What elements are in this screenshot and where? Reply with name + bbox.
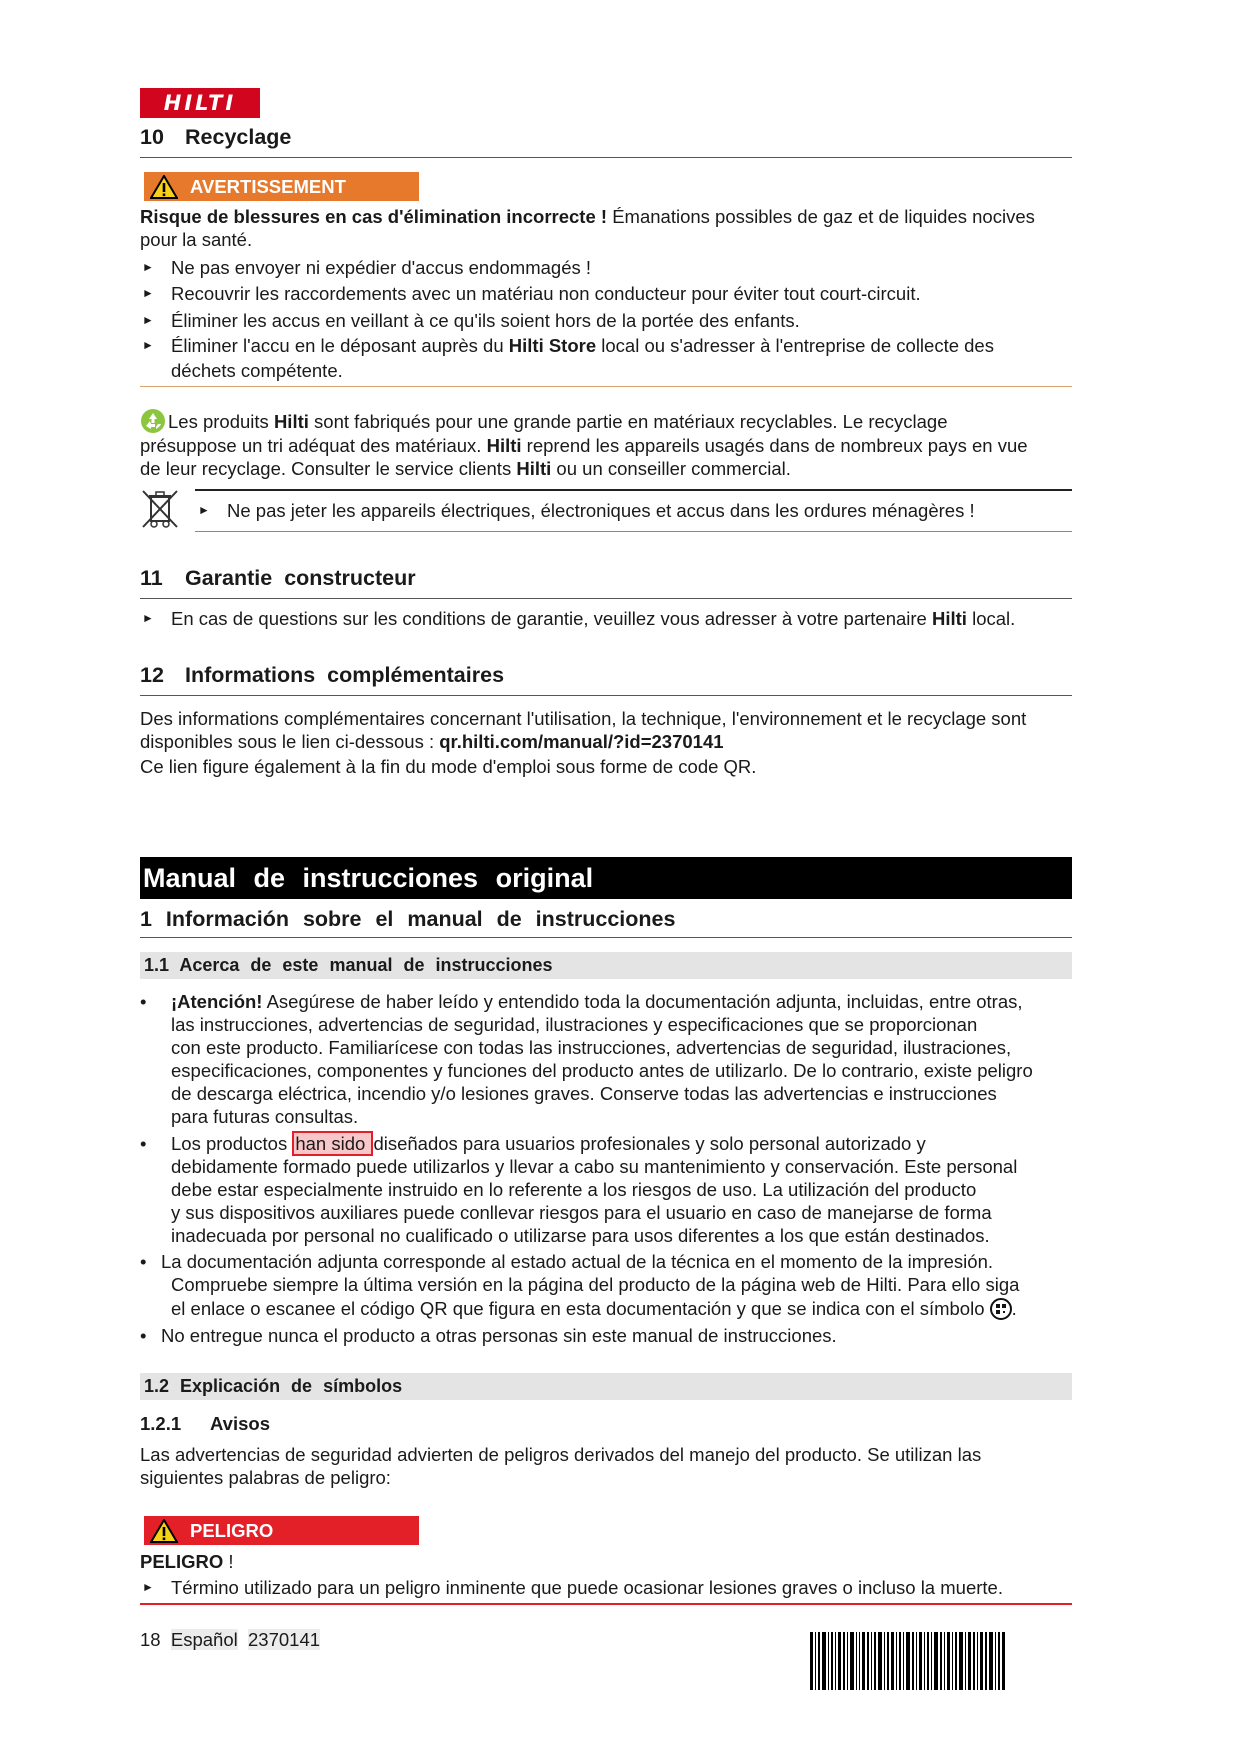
section-10-heading: 10 Recyclage: [140, 126, 1072, 158]
list-item-cont: Compruebe siempre la última versión en la página del producto de la página web de Hilti. Para ello siga: [171, 1274, 1020, 1295]
list-item-cont: debe estar especialmente instruido en lo referente a los riesgos de uso. La utilización del producto: [171, 1179, 977, 1200]
risk-text-line2: pour la santé.: [140, 229, 253, 250]
list-item: • La documentación adjunta corresponde al estado actual de la técnica en el momento de la impresión.: [140, 1251, 993, 1272]
crossed-bin-icon: [140, 488, 180, 530]
bullet-arrow-icon: ►: [142, 338, 154, 352]
weee-list-item: ► Ne pas jeter les appareils électriques, électroniques et accus dans les ordures ménagères !: [198, 500, 975, 521]
page-footer: 18 Español 2370141: [140, 1629, 321, 1650]
list-item-cont: y sus dispositivos auxiliares puede conllevar riesgos para el usuario en caso de manejarse de forma: [171, 1202, 992, 1223]
list-item-cont: para futuras consultas.: [171, 1106, 359, 1127]
bullet-arrow-icon: ►: [142, 1580, 154, 1594]
bullet-arrow-icon: ►: [198, 503, 210, 517]
section-1-2-1-heading: 1.2.1 Avisos: [140, 1413, 270, 1434]
warning-triangle-icon: [150, 175, 178, 199]
list-item-cont: inadecuada por personal no cualificado o utilizarse para usos diferentes a los que están destinados.: [171, 1225, 990, 1246]
warning-triangle-icon: [150, 1519, 178, 1543]
manual-page: [140, 0, 1072, 1754]
section-11-heading: 11 Garantie constructeur: [140, 567, 1072, 599]
warning-end-rule: [140, 386, 1072, 387]
warning-box: AVERTISSEMENT: [144, 172, 419, 201]
section-12-heading: 12 Informations complémentaires: [140, 664, 1072, 696]
list-item-cont: las instrucciones, advertencias de seguridad, ilustraciones y especificaciones que se proporcionan: [171, 1014, 978, 1035]
list-item: ► Término utilizado para un peligro inminente que puede ocasionar lesiones graves o incluso la muerte.: [142, 1577, 1003, 1598]
list-item-cont: déchets compétente.: [171, 360, 343, 381]
section-1-2-heading: 1.2 Explicación de símbolos: [140, 1373, 1072, 1400]
danger-text: PELIGRO !: [140, 1551, 234, 1572]
bullet-arrow-icon: ►: [142, 313, 154, 327]
info-text-line2: disponibles sous le lien ci-dessous : qr.hilti.com/manual/?id=2370141: [140, 731, 724, 752]
avisos-text-line2: siguientes palabras de peligro:: [140, 1467, 391, 1488]
bullet-arrow-icon: ►: [142, 286, 154, 300]
bullet-arrow-icon: ►: [142, 260, 154, 274]
list-item: ► Recouvrir les raccordements avec un matériau non conducteur pour éviter tout court-circuit.: [142, 283, 921, 304]
list-item: ► Éliminer les accus en veillant à ce qu'ils soient hors de la portée des enfants.: [142, 310, 800, 331]
recycling-text-line2: présuppose un tri adéquat des matériaux. Hilti reprend les appareils usagés dans de nombreux pays en vue: [140, 435, 1028, 456]
list-item: ► Ne pas envoyer ni expédier d'accus endommagés !: [142, 257, 592, 278]
highlight-mark: han sido: [292, 1131, 373, 1156]
barcode: [810, 1632, 1072, 1690]
recycling-text-line3: de leur recyclage. Consulter le service clients Hilti ou un conseiller commercial.: [140, 458, 791, 479]
list-item-cont: debidamente formado puede utilizarlos y llevar a cabo su mantenimiento y conservación. Este personal: [171, 1156, 1018, 1177]
list-item-cont: de descarga eléctrica, incendio y/o lesiones graves. Conserve todas las advertencias e instrucciones: [171, 1083, 997, 1104]
list-item: ► Éliminer l'accu en le déposant auprès du Hilti Store local ou s'adresser à l'entreprise de collecte des: [142, 335, 994, 356]
hilti-logo: HILTI: [140, 88, 260, 118]
list-item: ► En cas de questions sur les conditions de garantie, veuillez vous adresser à votre partenaire Hilti local.: [142, 608, 1016, 629]
weee-rule-top: [195, 489, 1072, 491]
manual-title-bar: Manual de instrucciones original: [140, 857, 1072, 899]
risk-text: Risque de blessures en cas d'élimination incorrecte ! Émanations possibles de gaz et de liquides nocives: [140, 206, 1035, 227]
section-1-1-heading: 1.1 Acerca de este manual de instrucciones: [140, 952, 1072, 979]
info-text-line3: Ce lien figure également à la fin du mode d'emploi sous forme de code QR.: [140, 756, 757, 777]
weee-rule-bottom: [195, 531, 1072, 532]
manual-link[interactable]: qr.hilti.com/manual/?id=2370141: [439, 731, 724, 752]
list-item: • Los productos han sido diseñados para usuarios profesionales y solo personal autorizado y: [140, 1133, 926, 1154]
info-text: Des informations complémentaires concernant l'utilisation, la technique, l'environnement et le recyclage sont: [140, 708, 1027, 729]
section-1-heading: 1 Información sobre el manual de instrucciones: [140, 908, 1072, 938]
list-item: • ¡Atención! Asegúrese de haber leído y entendido toda la documentación adjunta, incluidas, entre otras,: [140, 991, 1023, 1012]
list-item-cont: el enlace o escanee el código QR que figura en esta documentación y que se indica con el símbolo .: [171, 1298, 1017, 1319]
avisos-text: Las advertencias de seguridad advierten de peligros derivados del manejo del producto. Se utilizan las: [140, 1444, 982, 1465]
recycling-text: Les produits Hilti sont fabriqués pour une grande partie en matériaux recyclables. Le recyclage: [168, 411, 948, 432]
danger-box: PELIGRO: [144, 1516, 419, 1545]
danger-end-rule: [140, 1603, 1072, 1605]
bullet-arrow-icon: ►: [142, 611, 154, 625]
list-item: • No entregue nunca el producto a otras personas sin este manual de instrucciones.: [140, 1325, 837, 1346]
list-item-cont: especificaciones, componentes y funciones del producto antes de utilizarlo. De lo contrario, existe peligro: [171, 1060, 1033, 1081]
qr-symbol-icon: [990, 1298, 1012, 1320]
list-item-cont: con este producto. Familiarícese con todas las instrucciones, advertencias de seguridad, ilustraciones,: [171, 1037, 1012, 1058]
